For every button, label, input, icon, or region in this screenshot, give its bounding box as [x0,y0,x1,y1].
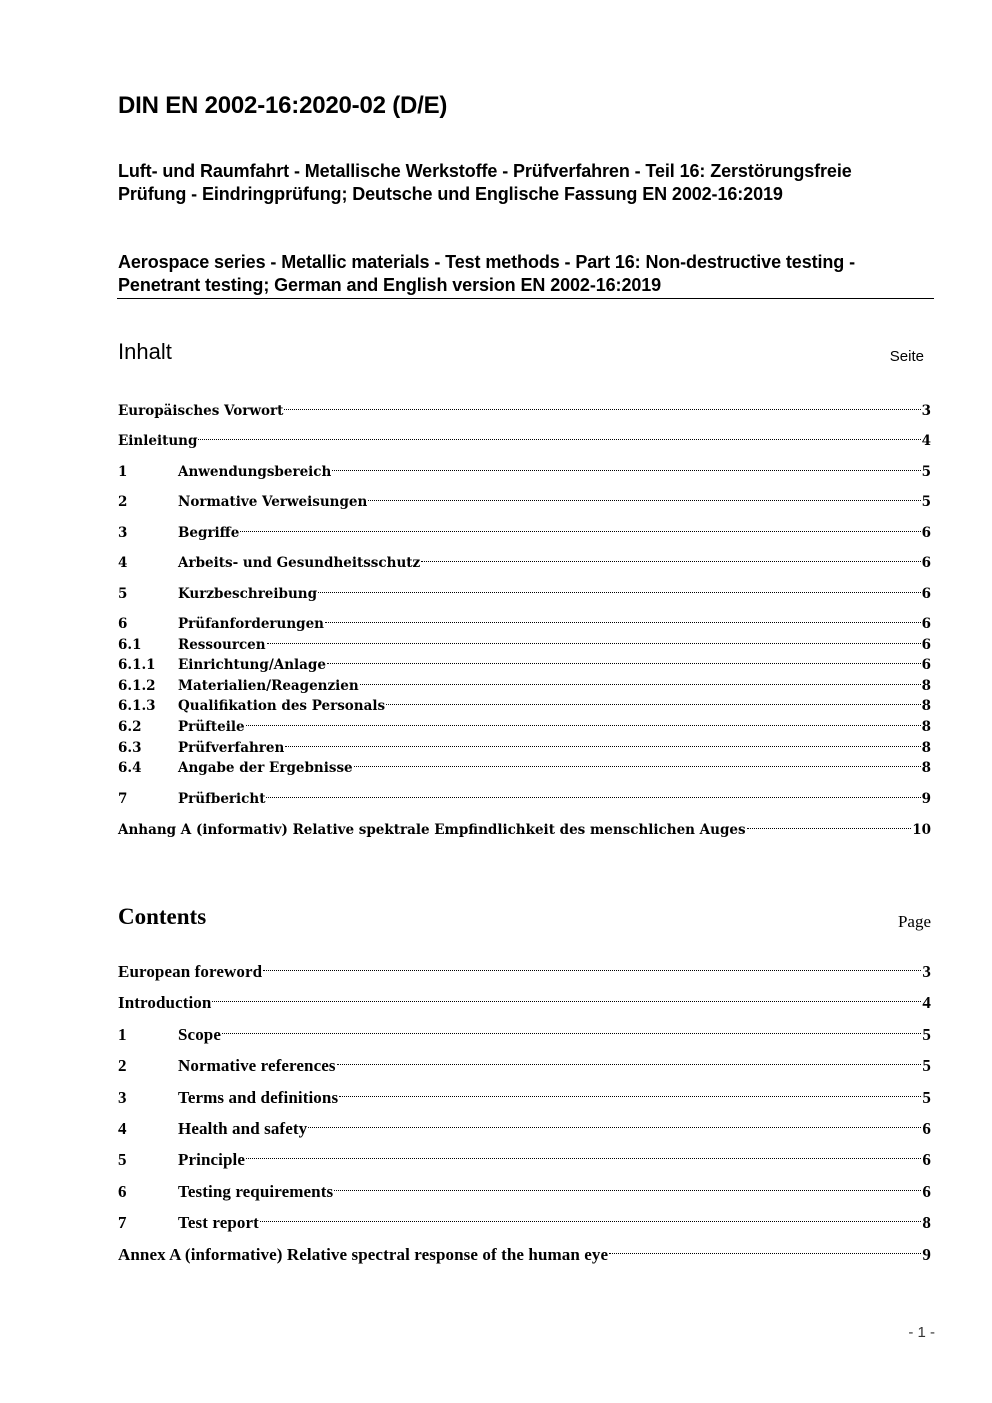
dot-leader [212,988,921,1008]
toc-entry-title: Test report [178,1213,259,1232]
toc-entry-page: 10 [912,822,931,838]
dot-leader [284,395,920,415]
toc-page-label-english: Page [897,912,931,931]
toc-entry[interactable] [118,814,931,838]
toc-entry-title: Prüfbericht [178,791,266,807]
toc-entry[interactable] [118,517,931,541]
toc-entry-number: 6.1.3 [118,698,156,714]
dot-leader [339,1083,921,1103]
toc-entry-number: 3 [118,525,128,541]
toc-entry-title: Einleitung [118,433,198,449]
document-title: DIN EN 2002-16:2020-02 (D/E) [118,92,448,119]
dot-leader [246,711,921,731]
toc-entry[interactable] [118,670,931,694]
toc-entry[interactable] [118,578,931,602]
toc-entry[interactable] [118,1240,931,1264]
toc-entry[interactable] [118,608,931,632]
toc-page-label-german: Seite [889,348,924,365]
toc-entry-title: Angabe der Ergebnisse [178,760,353,776]
toc-entry-number: 7 [118,791,128,807]
dot-leader [747,814,912,834]
toc-entry-number: 6 [118,1182,127,1201]
dot-leader [222,1020,921,1040]
toc-entry-title: European foreword [118,962,263,981]
dot-leader [332,456,920,476]
subtitle-english: Aerospace series - Metallic materials - Test methods - Part 16: Non-destructive testing - Penetrant testing; German and English version EN 2002-16:2019 [118,252,855,295]
toc-entry-number: 6 [118,616,128,632]
dot-leader [334,1177,921,1197]
dot-leader [308,1114,921,1134]
toc-entry-page: 6 [922,1150,931,1169]
toc-entry[interactable] [118,711,931,735]
toc-entry-page: 6 [921,657,931,673]
toc-entry-title: Terms and definitions [178,1088,339,1107]
toc-entry-number: 4 [118,1119,127,1138]
header-divider [117,298,934,299]
toc-entry-title: Principle [178,1150,245,1169]
toc-entry-number: 3 [118,1088,127,1107]
toc-entry[interactable] [118,629,931,653]
toc-entry-title: Normative references [178,1056,336,1075]
dot-leader [421,547,920,567]
toc-entry-page: 9 [921,791,931,807]
toc-entry-title: Prüfverfahren [178,740,285,756]
toc-entry-number: 6.1.2 [118,678,156,694]
toc-heading-english [118,902,931,932]
toc-entry[interactable] [118,486,931,510]
toc-entry-page: 3 [921,403,931,419]
toc-title-german: Inhalt [118,339,172,364]
toc-entry-number: 1 [118,1025,127,1044]
toc-entry-page: 6 [921,555,931,571]
toc-entry-number: 6.4 [118,760,142,776]
toc-entry-number: 1 [118,464,128,480]
dot-leader [386,690,920,710]
toc-entry-title: Kurzbeschreibung [178,586,318,602]
dot-leader [318,578,921,598]
toc-entry-title: Arbeits- und Gesundheitsschutz [178,555,421,571]
toc-entry-title: Health and safety [178,1119,308,1138]
toc-entry[interactable] [118,547,931,571]
toc-entry-title: Prüfteile [178,719,245,735]
page-number: - 1 - [908,1324,935,1341]
toc-entry-title: Europäisches Vorwort [118,403,284,419]
toc-entry-page: 6 [921,637,931,653]
toc-heading-german [118,337,931,367]
toc-entry[interactable] [118,649,931,673]
toc-entry-page: 6 [921,525,931,541]
dot-leader [263,957,921,977]
dot-leader [354,752,921,772]
dot-leader [198,425,920,445]
dot-leader [609,1240,921,1260]
dot-leader [325,608,921,628]
dot-leader [360,670,921,690]
toc-entry[interactable] [118,1114,931,1138]
toc-entry-page: 8 [921,760,931,776]
toc-entry-page: 4 [921,433,931,449]
toc-entry[interactable] [118,1020,931,1044]
toc-entry[interactable] [118,456,931,480]
toc-entry[interactable] [118,752,931,776]
toc-entry-number: 2 [118,1056,127,1075]
toc-entry[interactable] [118,1145,931,1169]
toc-entry[interactable] [118,1177,931,1201]
toc-entry[interactable] [118,395,931,419]
dot-leader [285,732,920,752]
dot-leader [266,783,920,803]
toc-entry-title: Anhang A (informativ) Relative spektrale Empfindlichkeit des menschlichen Auges [118,822,746,838]
toc-entry[interactable] [118,783,931,807]
dot-leader [260,1208,921,1228]
dot-leader [240,517,920,537]
toc-entry-title: Einrichtung/Anlage [178,657,326,673]
toc-entry-page: 8 [921,740,931,756]
toc-entry[interactable] [118,690,931,714]
toc-entry-title: Introduction [118,993,212,1012]
toc-entry-number: 6.3 [118,740,142,756]
toc-entry-number: 2 [118,494,128,510]
toc-entry-page: 8 [921,719,931,735]
toc-entry-title: Anwendungsbereich [178,464,332,480]
dot-leader [246,1145,921,1165]
toc-entry-number: 5 [118,1150,127,1169]
toc-entry-page: 6 [921,586,931,602]
toc-entry-number: 7 [118,1213,127,1232]
toc-entry-title: Annex A (informative) Relative spectral response of the human eye [118,1245,609,1264]
toc-entry[interactable] [118,1208,931,1232]
dot-leader [327,649,921,669]
toc-entry-page: 6 [921,616,931,632]
toc-entry[interactable] [118,425,931,449]
toc-entry-page: 9 [922,1245,931,1264]
toc-entry-title: Scope [178,1025,221,1044]
toc-entry-number: 5 [118,586,128,602]
toc-entry-page: 5 [921,494,931,510]
toc-entry-page: 8 [921,678,931,694]
toc-entry[interactable] [118,1051,931,1075]
toc-entry-title: Qualifikation des Personals [178,698,386,714]
dot-leader [368,486,920,506]
toc-entry-page: 8 [921,698,931,714]
subtitle-german: Luft- und Raumfahrt - Metallische Werkstoffe - Prüfverfahren - Teil 16: Zerstörungsfreie Prüfung - Eindringprüfung; Deutsche und Englische Fassung EN 2002-16:2019 [118,161,852,204]
toc-entry-title: Testing requirements [178,1182,334,1201]
toc-entry-number: 6.1.1 [118,657,156,673]
toc-entry-page: 3 [922,962,931,981]
toc-entry-page: 5 [922,1088,931,1107]
toc-entry-title: Begriffe [178,525,240,541]
toc-entry-page: 5 [922,1025,931,1044]
toc-entry-page: 8 [922,1213,931,1232]
toc-entry-title: Ressourcen [178,637,266,653]
toc-entry[interactable] [118,1083,931,1107]
toc-entry-page: 5 [922,1056,931,1075]
toc-title-english: Contents [118,904,207,929]
toc-entry-page: 4 [922,993,931,1012]
toc-entry-page: 5 [921,464,931,480]
toc-entry[interactable] [118,732,931,756]
toc-entry-page: 6 [922,1182,931,1201]
toc-entry-title: Materialien/Reagenzien [178,678,359,694]
toc-entry-number: 4 [118,555,128,571]
dot-leader [267,629,921,649]
toc-entry-title: Prüfanforderungen [178,616,324,632]
dot-leader [337,1051,922,1071]
toc-entry-number: 6.2 [118,719,142,735]
toc-entry[interactable] [118,957,931,981]
toc-entry[interactable] [118,988,931,1012]
toc-entry-title: Normative Verweisungen [178,494,368,510]
toc-entry-number: 6.1 [118,637,142,653]
toc-entry-page: 6 [922,1119,931,1138]
